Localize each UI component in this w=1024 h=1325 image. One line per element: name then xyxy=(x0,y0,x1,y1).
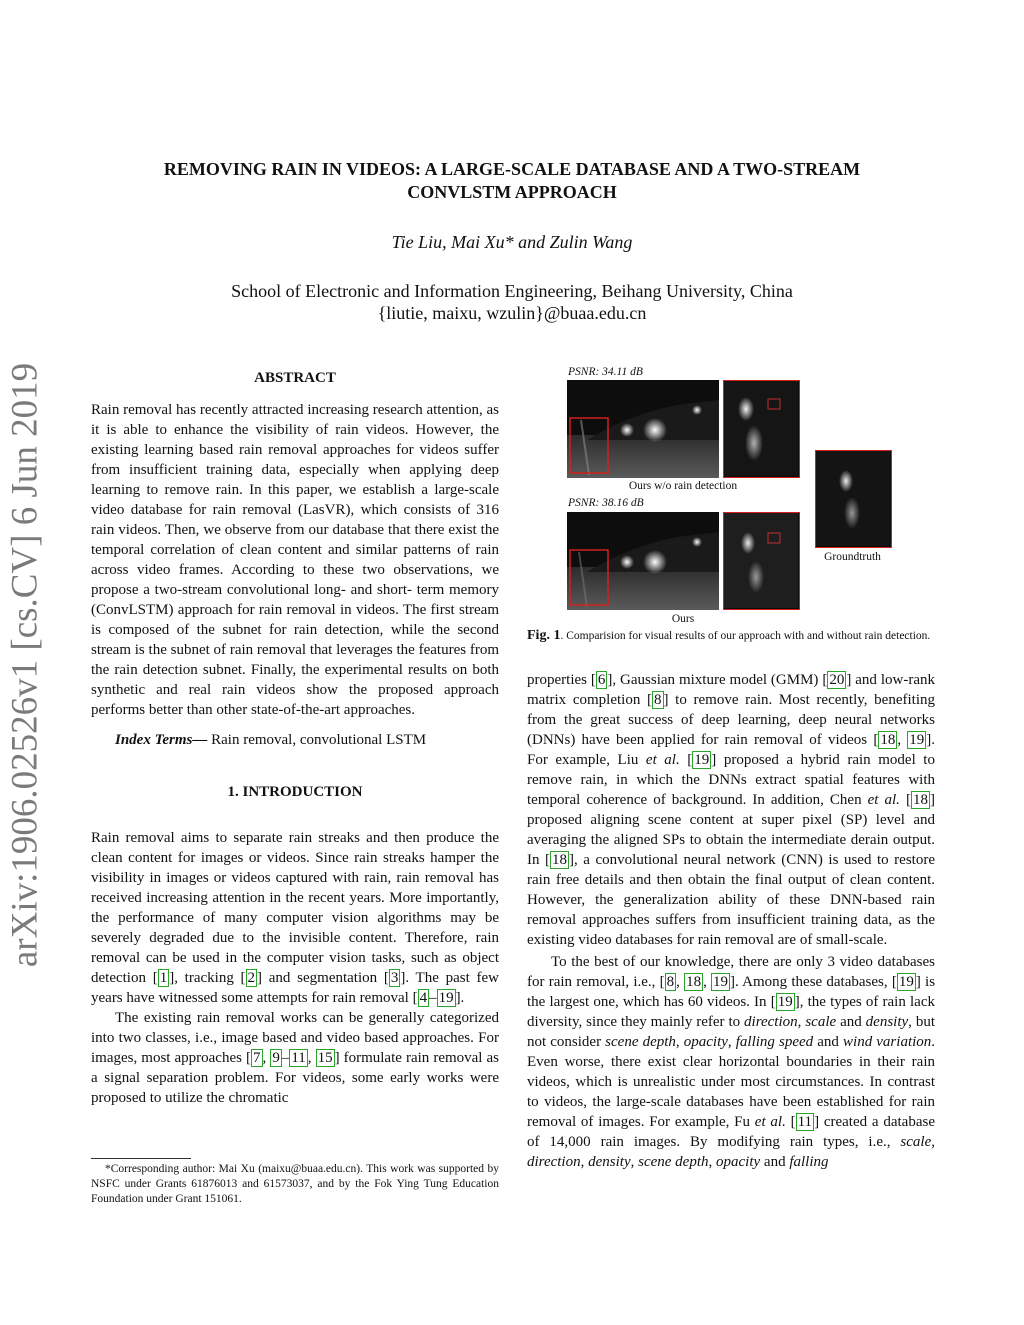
groundtruth-image xyxy=(815,450,892,548)
paper-title xyxy=(0,158,1024,204)
citation-link[interactable]: 18 xyxy=(552,852,568,868)
title-line-2: CONVLSTM APPROACH xyxy=(407,182,617,202)
citation-link[interactable]: 7 xyxy=(253,1050,261,1066)
citation-link[interactable]: 11 xyxy=(291,1050,306,1066)
citation-link[interactable]: 8 xyxy=(654,692,662,708)
citation-link[interactable]: 15 xyxy=(317,1050,333,1066)
citation-link[interactable]: 19 xyxy=(694,752,710,768)
figure-caption-text: . Comparision for visual results of our approach with and without rain detection. xyxy=(560,630,931,642)
index-terms xyxy=(91,730,499,750)
citation-link[interactable]: 4 xyxy=(419,990,428,1006)
arxiv-stamp xyxy=(2,362,48,968)
citation-link[interactable]: 2 xyxy=(247,970,256,986)
figure-caption-label: Fig. 1 xyxy=(527,628,561,643)
citation-link[interactable]: 9 xyxy=(272,1050,280,1066)
zoom-image-wo-detection xyxy=(723,380,800,478)
footnote: *Corresponding author: Mai Xu (maixu@buaa.edu.cn). This work was supported by NSFC under Grants 61876013 and 61573037, and by the Fok Ying Tung Education Foundation under Grant 151061. xyxy=(91,1163,499,1205)
index-terms-text: Rain removal, convolutional LSTM xyxy=(211,732,427,748)
emails: {liutie, maixu, wzulin}@buaa.edu.cn xyxy=(377,303,647,323)
right-column xyxy=(527,670,935,1172)
citation-link[interactable]: 19 xyxy=(898,974,914,990)
abstract-text: Rain removal has recently attracted increasing research attention, as it is able to enhance the visibility of rain videos. However, the existing learning based rain removal approaches for videos suffer from insufficient training data, especially when applying deep learning to remove rain. In this paper, we establish a large-scale video database for rain removal (LasVR), which consists of 316 rain videos. Then, we observe from our database that there exist the temporal correlation of clean content and similar patterns of rain across video frames. According to these two observations, we propose a two-stream convolutional long- and short- term memory (ConvLSTM) approach for rain removal in videos. The first stream is composed of the subnet for rain detection, while the second stream is the subnet of rain removal that leverages the features from the rain detection subnet. Finally, the experimental results on both synthetic and real rain videos show the proposed approach performs better than other state-of-the-art approaches. xyxy=(91,402,499,718)
label-wo-detection: Ours w/o rain detection xyxy=(628,480,738,492)
title-line-1: REMOVING RAIN IN VIDEOS: A LARGE-SCALE DATABASE AND A TWO-STREAM xyxy=(163,159,861,179)
citation-link[interactable]: 11 xyxy=(797,1114,813,1130)
citation-link[interactable]: 19 xyxy=(777,994,793,1010)
intro-heading: 1. INTRODUCTION xyxy=(227,784,363,800)
right-paragraph-2: To the best of our knowledge, there are only 3 video databases for rain removal, i.e., [ 8 , 18 , 19 ]. Among these databases, [ 19 ] is the largest one, which has 60 videos. In [ 19 ], the types of rain lack diversity, since they mainly refer to direction, scale and density, but not consider scene depth, opacity, falling speed and wind variation. Even worse, there exist clear horizontal boundaries in their rain videos, which is unrealistic under most circumstances. In contrast to videos, the large-scale databases have been established for rain removal of images. For example, Fu et al. [ 11 ] created a database of 14,000 rain images. By modifying rain types, i.e., scale, direction, density, scene depth, opacity and falling xyxy=(527,954,936,1170)
authors: Tie Liu, Mai Xu* and Zulin Wang xyxy=(391,232,633,252)
citation-link[interactable]: 18 xyxy=(880,732,896,748)
right-paragraph-1: properties [ 6 ], Gaussian mixture model (GMM) [ 20 ] and low-rank matrix completion [ 8 ] to remove rain. Most recently, benefiting from the great success of deep learning, deep neural networks (DNNs) have been applied for rain removal of videos [ 18 , 19 ]. For example, Liu et al. [ 19 ] proposed a hybrid rain model to remove rain, in which the DNNs extract spatial features with temporal coherence of background. In addition, Chen et al. [ 18 ] proposed aligning scene content at super pixel (SP) level and averaging the aligned SPs to obtain the intermediate derain output. In [ 18 ], a convolutional neural network (CNN) is used to restore rain free details and then obtain the final output of clean content. However, the generalization ability of these DNN-based rain removal approaches suffers from insufficient training data, as the existing video databases for rain removal are of small-scale. xyxy=(527,672,936,948)
index-terms-label: Index Terms— xyxy=(115,732,208,748)
citation-link[interactable]: 1 xyxy=(159,970,168,986)
zoom-image-ours xyxy=(723,512,800,610)
footnote-rule xyxy=(91,1158,191,1159)
label-ours: Ours xyxy=(671,613,695,625)
frame-image-ours xyxy=(567,512,719,610)
psnr-bottom: PSNR: 38.16 dB xyxy=(568,497,644,509)
citation-link[interactable]: 6 xyxy=(597,672,606,688)
citation-link[interactable]: 19 xyxy=(438,990,454,1006)
figure-caption xyxy=(527,628,935,644)
intro-paragraph-2: The existing rain removal works can be generally categorized into two classes, i.e., image based and video based approaches. For images, most approaches [ 7 , 9 – 11 , 15 ] formulate rain removal as a signal separation problem. For videos, some early works were proposed to utilize the chromatic xyxy=(91,1010,500,1106)
citation-link[interactable]: 20 xyxy=(829,672,845,688)
left-column xyxy=(91,368,499,1108)
citation-link[interactable]: 3 xyxy=(390,970,399,986)
citation-link[interactable]: 19 xyxy=(713,974,729,990)
frame-image-wo-detection xyxy=(567,380,719,478)
intro-paragraph-1: Rain removal aims to separate rain streaks and then produce the clean content for images or videos. Since rain streaks hamper the visibility in images or videos captured with rain, rain removal has received increasing attention in the recent years. More importantly, the performance of many computer vision algorithms may be severely degraded due to the invisible content. Therefore, rain removal can be used in the computer vision tasks, such as object detection [ 1 ], tracking [ 2 ] and segmentation [ 3 ]. The past few years have witnessed some attempts for rain removal [ 4 – 19 ]. xyxy=(91,830,499,1006)
citation-link[interactable]: 8 xyxy=(666,974,675,990)
affiliation: School of Electronic and Information Engineering, Beihang University, China xyxy=(231,281,793,301)
arxiv-id: arXiv:1906.02526v1 [cs.CV] 6 Jun 2019 xyxy=(4,362,46,968)
abstract-heading: ABSTRACT xyxy=(254,370,336,386)
psnr-top: PSNR: 34.11 dB xyxy=(568,366,643,378)
label-groundtruth: Groundtruth xyxy=(824,551,881,563)
citation-link[interactable]: 18 xyxy=(686,974,702,990)
citation-link[interactable]: 18 xyxy=(913,792,928,808)
affiliation-block xyxy=(0,280,1024,324)
citation-link[interactable]: 19 xyxy=(909,732,925,748)
